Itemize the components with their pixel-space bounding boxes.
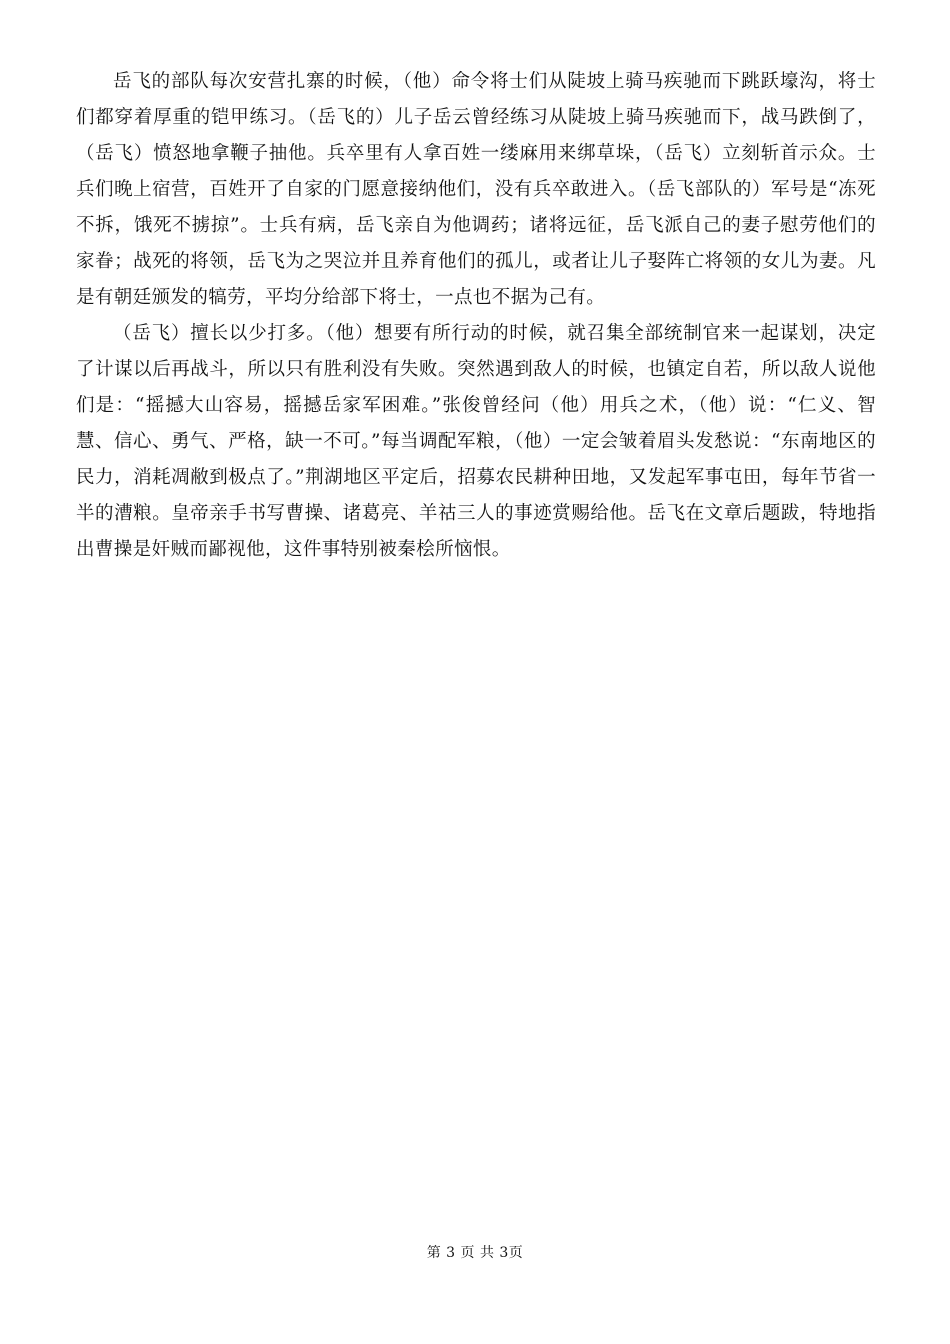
page-number-footer: 第 3 页 共 3页 [426, 1245, 524, 1261]
paragraph-training-discipline: 岳飞的部队每次安营扎寨的时候，（他）命令将士们从陡坡上骑马疾驰而下跳跃壕沟，将士们都穿着厚重的铠甲练习。（岳飞的）儿子岳云曾经练习从陡坡上骑马疾驰而下，战马跌倒了，（岳飞）愤怒地拿鞭子抽他。兵卒里有人拿百姓一缕麻用来绑草垛，（岳飞）立刻斩首示众。士兵们晚上宿营，百姓开了自家的门愿意接纳他们，没有兵卒敢进入。（岳飞部队的）军号是“冻死不拆，饿死不掳掠”。士兵有病，岳飞亲自为他调药；诸将远征，岳飞派自己的妻子慰劳他们的家眷；战死的将领，岳飞为之哭泣并且养育他们的孤儿，或者让儿子娶阵亡将领的女儿为妻。凡是有朝廷颁发的犒劳，平均分给部下将士，一点也不据为己有。 [76, 71, 876, 308]
document-body [76, 64, 876, 568]
paragraph-strategy: （岳飞）擅长以少打多。（他）想要有所行动的时候，就召集全部统制官来一起谋划，决定了计谋以后再战斗，所以只有胜利没有失败。突然遇到敌人的时候，也镇定自若，所以敌人说他们是：“摇撼大山容易，摇撼岳家军困难。”张俊曾经问（他）用兵之术，（他）说：“仁义、智慧、信心、勇气、严格，缺一不可。”每当调配军粮，（他）一定会皱着眉头发愁说：“东南地区的民力，消耗凋敝到极点了。”荆湖地区平定后，招募农民耕种田地，又发起军事屯田，每年节省一半的漕粮。皇帝亲手书写曹操、诸葛亮、羊祜三人的事迹赏赐给他。岳飞在文章后题跋，特地指出曹操是奸贼而鄙视他，这件事特别被秦桧所恼恨。 [76, 323, 876, 560]
